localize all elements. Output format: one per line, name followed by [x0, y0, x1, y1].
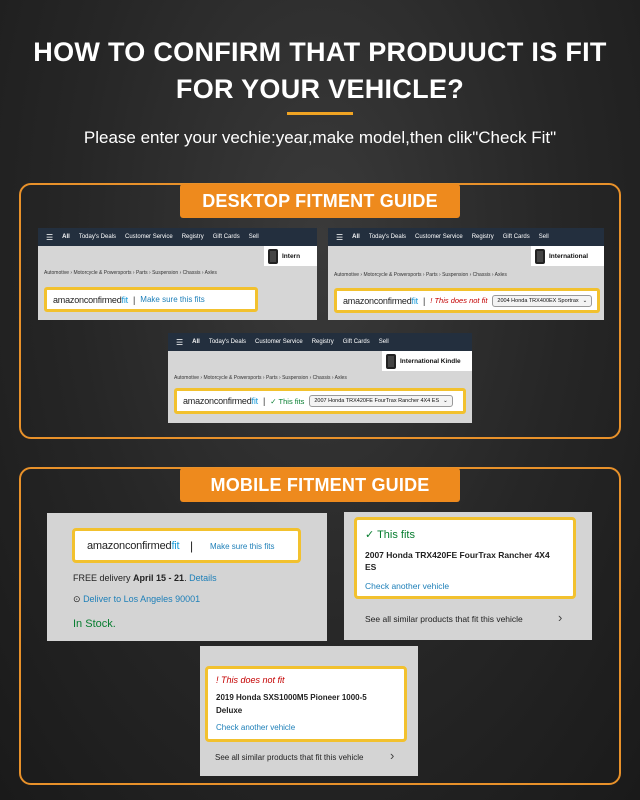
desktop-screenshot-make-sure — [38, 228, 317, 320]
vehicle-select[interactable] — [492, 295, 592, 307]
breadcrumb[interactable]: Automotive › Motorcycle & Powersports › Parts › Suspension › Chassis › Axles — [174, 375, 347, 381]
kindle-banner[interactable] — [531, 246, 604, 266]
page-subtitle: Please enter your vechie:year,make model,then clik"Check Fit" — [83, 128, 557, 147]
fit-result-box — [205, 666, 407, 742]
breadcrumb[interactable]: Automotive › Motorcycle & Powersports › Parts › Suspension › Chassis › Axles — [44, 270, 217, 276]
nav-all[interactable]: All — [192, 339, 200, 345]
vehicle-name-line-1: 2019 Honda SXS1000M5 Pioneer 1000-5 — [216, 693, 367, 702]
title-line-1: HOW TO CONFIRM THAT PRODUUCT IS FIT — [33, 37, 607, 67]
nav-gift-cards[interactable]: Gift Cards — [212, 234, 240, 240]
kindle-banner-text: Intern — [282, 252, 301, 260]
mobile-screenshot-fits — [344, 512, 592, 640]
title-line-2: FOR YOUR VEHICLE? — [175, 74, 465, 104]
nav-customer-service[interactable]: Customer Service — [125, 234, 173, 240]
separator: | — [190, 539, 194, 553]
separator: | — [422, 295, 426, 306]
stock-status: In Stock. — [73, 618, 116, 630]
deliver-to-link[interactable]: ⊙ Deliver to Los Angeles 90001 — [73, 594, 201, 604]
chevron-right-icon[interactable]: › — [390, 748, 395, 763]
kindle-icon — [535, 249, 545, 264]
make-sure-fits-link[interactable]: Make sure this fits — [210, 542, 275, 551]
vehicle-name-line-2: Deluxe — [216, 706, 243, 715]
does-not-fit-status: ! This does not fit — [430, 296, 488, 305]
does-not-fit-status: ! This does not fit — [216, 675, 285, 685]
nav-gift-cards[interactable]: Gift Cards — [342, 339, 370, 345]
confirmed-fit-widget[interactable] — [174, 388, 466, 414]
kindle-banner-text: International Kindle — [400, 357, 461, 365]
desktop-guide-tab: DESKTOP FITMENT GUIDE — [180, 184, 460, 218]
see-all-similar-link[interactable]: See all similar products that fit this vehicle — [365, 614, 523, 624]
nav-gift-cards[interactable]: Gift Cards — [502, 234, 530, 240]
nav-sell[interactable]: Sell — [538, 234, 549, 240]
location-pin-icon: ⊙ — [73, 594, 81, 604]
nav-customer-service[interactable]: Customer Service — [415, 234, 463, 240]
delivery-info: FREE delivery April 15 - 21. Details — [73, 573, 217, 583]
nav-registry[interactable]: Registry — [471, 234, 494, 240]
menu-icon[interactable]: ☰ — [46, 232, 54, 242]
confirmed-fit-widget[interactable] — [334, 288, 600, 313]
this-fits-status: ✓ This fits — [365, 529, 415, 541]
menu-icon[interactable]: ☰ — [336, 232, 344, 242]
page-title — [0, 34, 640, 108]
delivery-details-link[interactable]: Details — [189, 573, 217, 583]
nav-todays-deals[interactable]: Today's Deals — [78, 234, 117, 240]
vehicle-name-line-2: ES — [365, 562, 377, 572]
amazon-navbar — [168, 333, 472, 351]
vehicle-select[interactable] — [309, 395, 452, 407]
nav-sell[interactable]: Sell — [378, 339, 389, 345]
confirmed-fit-widget[interactable] — [44, 287, 258, 312]
check-another-vehicle-link[interactable]: Check another vehicle — [216, 723, 296, 732]
desktop-screenshot-not-fit — [328, 228, 604, 320]
separator: | — [262, 396, 266, 406]
mobile-screenshot-not-fit — [200, 646, 418, 776]
vehicle-select-value: 2004 Honda TRX400EX Sportrax — [497, 297, 579, 304]
nav-sell[interactable]: Sell — [248, 234, 259, 240]
amazon-navbar — [328, 228, 604, 246]
nav-all[interactable]: All — [62, 234, 70, 240]
breadcrumb[interactable]: Automotive › Motorcycle & Powersports › Parts › Suspension › Chassis › Axles — [334, 272, 507, 278]
amazon-confirmed-fit-logo: amazonconfirmedfit — [343, 295, 418, 306]
chevron-right-icon[interactable]: › — [558, 610, 563, 625]
vehicle-select-value: 2007 Honda TRX420FE FourTrax Rancher 4X4 ES — [314, 398, 440, 404]
amazon-confirmed-fit-logo: amazonconfirmedfit — [53, 294, 128, 305]
amazon-confirmed-fit-logo: amazonconfirmedfit — [183, 396, 258, 406]
confirmed-fit-widget[interactable] — [72, 528, 301, 563]
amazon-confirmed-fit-logo: amazonconfirmedfit — [87, 540, 180, 552]
kindle-banner-text: International — [549, 252, 589, 260]
separator: | — [132, 294, 136, 305]
amazon-navbar — [38, 228, 317, 246]
chevron-down-icon: ⌄ — [443, 398, 448, 404]
title-underline — [287, 112, 353, 115]
nav-all[interactable]: All — [352, 234, 360, 240]
kindle-icon — [386, 354, 396, 369]
mobile-screenshot-make-sure — [47, 513, 327, 641]
desktop-screenshot-fits — [168, 333, 472, 423]
nav-registry[interactable]: Registry — [311, 339, 334, 345]
nav-registry[interactable]: Registry — [181, 234, 204, 240]
fit-result-box — [354, 517, 576, 599]
make-sure-fits-link[interactable]: Make sure this fits — [140, 295, 205, 304]
mobile-guide-tab: MOBILE FITMENT GUIDE — [180, 468, 460, 502]
kindle-banner[interactable] — [382, 351, 472, 371]
see-all-similar-link[interactable]: See all similar products that fit this vehicle — [215, 753, 364, 762]
chevron-down-icon: ⌄ — [582, 297, 588, 304]
check-another-vehicle-link[interactable]: Check another vehicle — [365, 581, 450, 591]
nav-todays-deals[interactable]: Today's Deals — [368, 234, 407, 240]
this-fits-status: ✓ This fits — [270, 396, 305, 406]
kindle-icon — [268, 249, 278, 264]
nav-customer-service[interactable]: Customer Service — [255, 339, 303, 345]
nav-todays-deals[interactable]: Today's Deals — [208, 339, 247, 345]
vehicle-name-line-1: 2007 Honda TRX420FE FourTrax Rancher 4X4 — [365, 550, 550, 560]
kindle-banner[interactable] — [264, 246, 317, 266]
menu-icon[interactable]: ☰ — [176, 337, 184, 347]
